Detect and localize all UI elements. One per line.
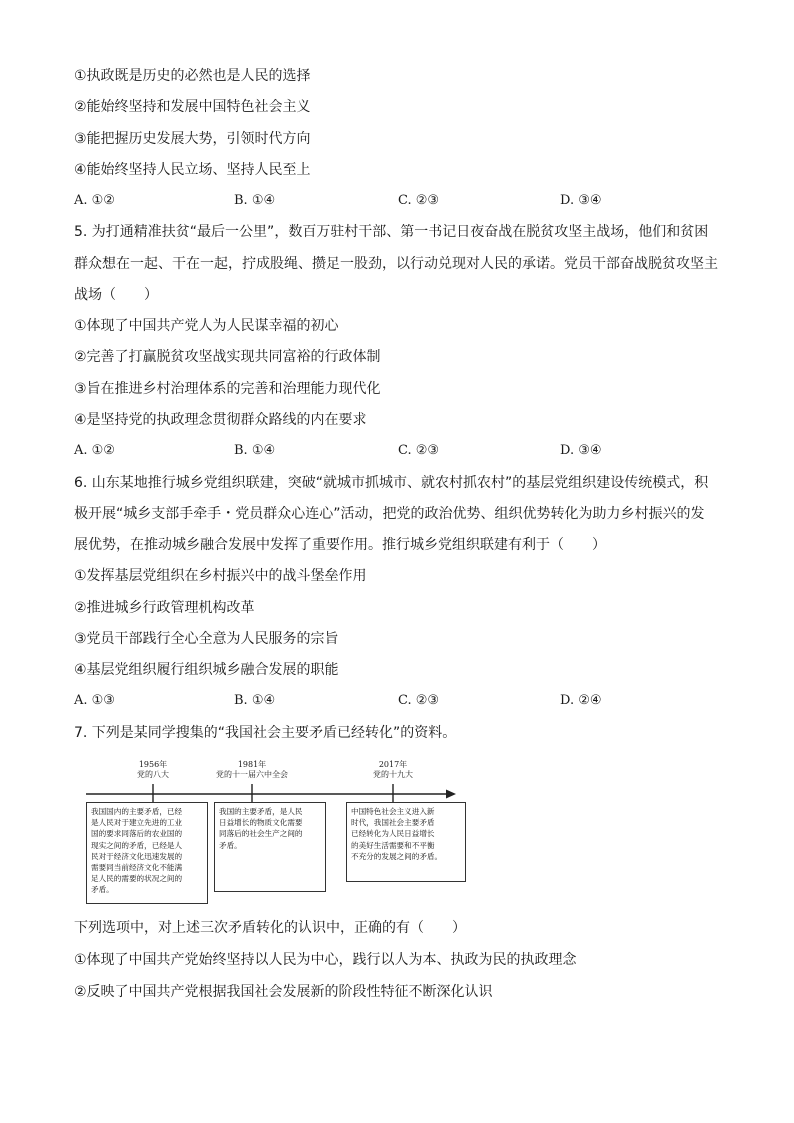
q4-item-3: ③能把握历史发展大势，引领时代方向 (74, 131, 311, 147)
q5-option-d[interactable]: D. ③④ (560, 443, 602, 458)
q5-item-1: ①体现了中国共产党人为人民谋幸福的初心 (74, 318, 339, 334)
q5-option-a[interactable]: A. ①② (74, 443, 115, 458)
q5-stem-line-3: 战场（ ） (74, 287, 158, 303)
timeline-event-1: 党的八大 (137, 770, 169, 779)
q5-stem-line-1: 5. 为打通精准扶贫“最后一公里”，数百万驻村干部、第一书记日夜奋战在脱贫攻坚主战场，他们和贫困 (74, 224, 709, 240)
q6-stem-line-2: 极开展“城乡支部手牵手・党员群众心连心”活动，把党的政治优势、组织优势转化为助力乡村振兴的发 (74, 506, 705, 522)
q7-question: 下列选项中，对上述三次矛盾转化的认识中，正确的有（ ） (74, 920, 466, 936)
q6-stem-line-3: 展优势，在推动城乡融合发展中发挥了重要作用。推行城乡党组织联建有利于（ ） (74, 537, 606, 553)
q6-stem-line-1: 6. 山东某地推行城乡党组织联建，突破“就城市抓城市、就农村抓农村”的基层党组织建设传统模式，积 (74, 475, 709, 491)
q5-item-3: ③旨在推进乡村治理体系的完善和治理能力现代化 (74, 381, 381, 397)
q6-option-b[interactable]: B. ①④ (234, 693, 276, 708)
q5-item-2: ②完善了打赢脱贫攻坚战实现共同富裕的行政体制 (74, 349, 381, 365)
timeline-event-2: 党的十一届六中全会 (216, 770, 288, 779)
q6-option-d[interactable]: D. ②④ (560, 693, 602, 708)
timeline-year-1: 1956年 (138, 760, 168, 769)
timeline-box-1956: 我国国内的主要矛盾，已经 是人民对于建立先进的工业 国的要求同落后的农业国的 现实之间的矛盾，已经是人 民对于经济文化迅速发展的 需要同当前经济文化不能满 足人民的需要的状况之间的 矛盾。 (86, 802, 208, 904)
timeline-year-3: 2017年 (378, 760, 408, 769)
timeline-year-2: 1981年 (237, 760, 267, 769)
q4-option-a[interactable]: A. ①② (74, 193, 115, 208)
q7-item-1: ①体现了中国共产党始终坚持以人民为中心，践行以人为本、执政为民的执政理念 (74, 952, 577, 968)
q4-item-1: ①执政既是历史的必然也是人民的选择 (74, 68, 311, 84)
q5-stem-line-2: 群众想在一起、干在一起，拧成股绳、攒足一股劲，以行动兑现对人民的承诺。党员干部奋战脱贫攻坚主 (74, 256, 718, 272)
timeline-box-2017: 中国特色社会主义进入新 时代，我国社会主要矛盾 已经转化为人民日益增长 的美好生活需要和不平衡 不充分的发展之间的矛盾。 (346, 802, 466, 882)
q6-option-c[interactable]: C. ②③ (398, 693, 440, 708)
q6-item-2: ②推进城乡行政管理机构改革 (74, 600, 255, 616)
q7-item-2: ②反映了中国共产党根据我国社会发展新的阶段性特征不断深化认识 (74, 984, 493, 1000)
q6-item-4: ④基层党组织履行组织城乡融合发展的职能 (74, 662, 339, 678)
q4-item-4: ④能始终坚持人民立场、坚持人民至上 (74, 162, 311, 178)
q7-stem: 7. 下列是某同学搜集的“我国社会主要矛盾已经转化”的资料。 (74, 725, 457, 741)
q4-option-b[interactable]: B. ①④ (234, 193, 276, 208)
q4-option-c[interactable]: C. ②③ (398, 193, 440, 208)
q4-option-d[interactable]: D. ③④ (560, 193, 602, 208)
q5-option-b[interactable]: B. ①④ (234, 443, 276, 458)
timeline-axis-arrow (446, 790, 456, 799)
timeline-box-1981: 我国的主要矛盾，是人民 日益增长的物质文化需要 同落后的社会生产之间的 矛盾。 (214, 802, 326, 892)
timeline-event-3: 党的十九大 (373, 770, 413, 779)
q4-item-2: ②能始终坚持和发展中国特色社会主义 (74, 99, 311, 115)
q6-item-1: ①发挥基层党组织在乡村振兴中的战斗堡垒作用 (74, 568, 367, 584)
q6-item-3: ③党员干部践行全心全意为人民服务的宗旨 (74, 631, 339, 647)
q5-option-c[interactable]: C. ②③ (398, 443, 440, 458)
q5-item-4: ④是坚持党的执政理念贯彻群众路线的内在要求 (74, 412, 367, 428)
q6-option-a[interactable]: A. ①③ (74, 693, 115, 708)
